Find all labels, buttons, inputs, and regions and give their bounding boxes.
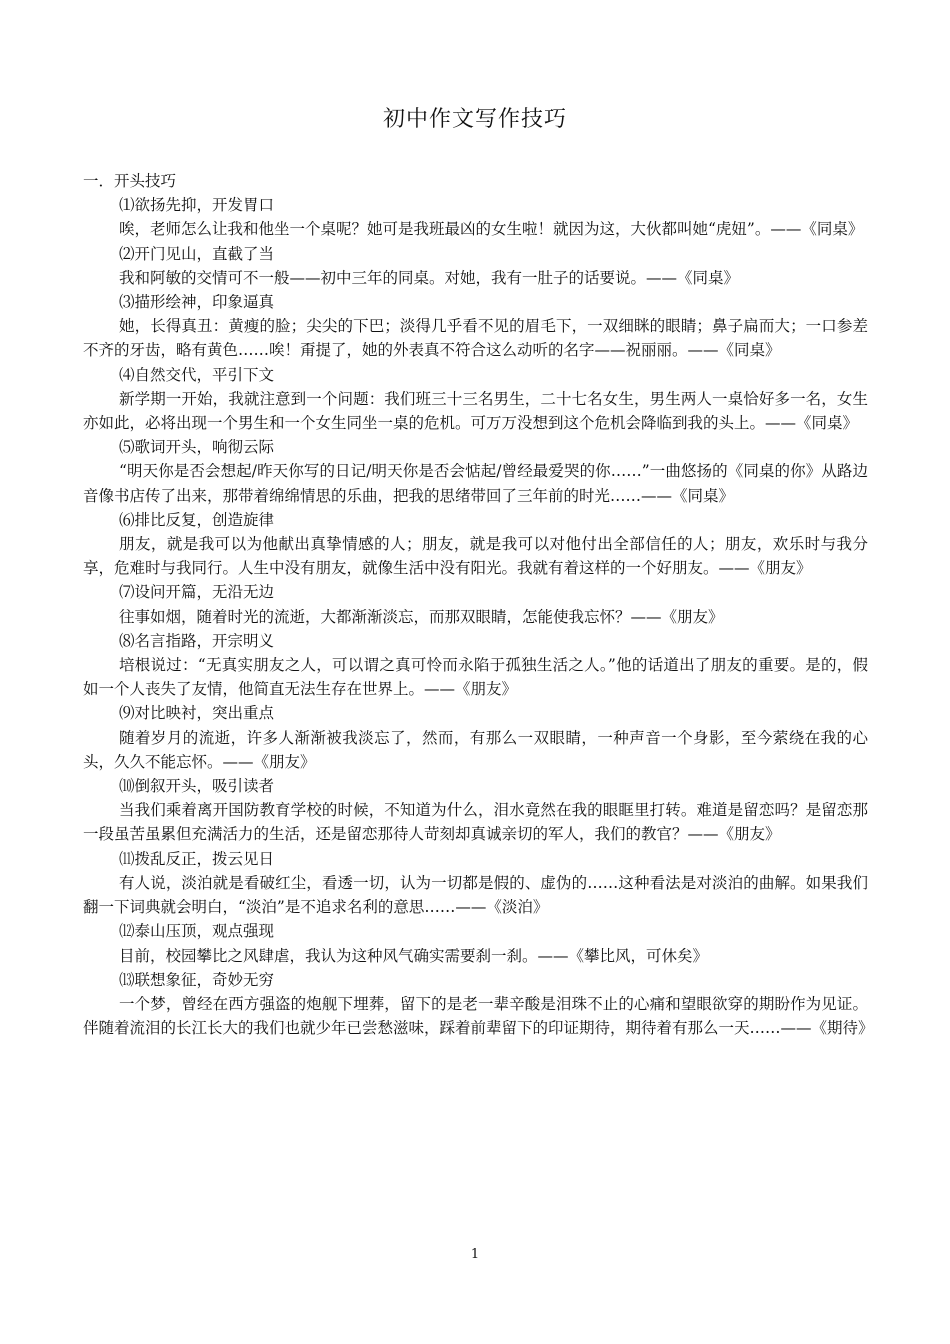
item-paragraph: 朋友，就是我可以为他献出真挚情感的人；朋友，就是我可以对他付出全部信任的人；朋友，欢乐时与我分享，危难时与我同行。人生中没有朋友，就像生活中没有阳光。我就有着这样的一个好朋友。——《朋友》 — [83, 535, 868, 578]
list-item — [83, 919, 868, 967]
page-number: 1 — [470, 1247, 480, 1262]
item-paragraph: 随着岁月的流逝，许多人渐渐被我淡忘了，然而，有那么一双眼睛，一种声音一个身影，至今萦绕在我的心头，久久不能忘怀。——《朋友》 — [83, 728, 868, 771]
item-paragraph: 我和阿敏的交情可不一般——初中三年的同桌。对她，我有一肚子的话要说。——《同桌》 — [119, 268, 740, 287]
list-item — [83, 774, 868, 847]
item-heading: ⑽倒叙开头，吸引读者 — [119, 777, 275, 796]
item-heading: ⑴欲扬先抑，开发胃口 — [119, 196, 275, 215]
item-paragraph: 唉，老师怎么让我和他坐一个桌呢？她可是我班最凶的女生啦！就因为这，大伙都叫她“虎妞”。——《同桌》 — [119, 220, 864, 239]
item-heading: ⑶描形绘神，印象逼真 — [119, 293, 275, 312]
item-heading: ⑹排比反复，创造旋律 — [119, 510, 275, 529]
list-item — [83, 193, 868, 241]
item-paragraph: 当我们乘着离开国防教育学校的时候，不知道为什么，泪水竟然在我的眼眶里打转。难道是留恋吗？是留恋那一段虽苦虽累但充满活力的生活，还是留恋那待人苛刻却真诚亲切的军人，我们的教官？——《朋友》 — [83, 801, 868, 844]
document-title: 初中作文写作技巧 — [382, 107, 567, 132]
list-item — [83, 290, 868, 363]
item-paragraph: 培根说过：“无真实朋友之人，可以谓之真可怜而永陷于孤独生活之人。”他的话道出了朋友的重要。是的，假如一个人丧失了友情，他简直无法生存在世界上。——《朋友》 — [83, 656, 868, 699]
item-heading: ⑾拨乱反正，拨云见日 — [119, 849, 275, 868]
list-item — [83, 580, 868, 628]
list-item — [83, 629, 868, 702]
list-item — [83, 363, 868, 436]
list-item — [83, 508, 868, 581]
item-paragraph: 一个梦，曾经在西方强盗的炮舰下埋葬，留下的是老一辈辛酸是泪珠不止的心痛和望眼欲穿的期盼作为见证。伴随着流泪的长江长大的我们也就少年已尝愁滋味，踩着前辈留下的印证期待，期待着有那么一天……——《期待》 — [83, 994, 874, 1038]
item-paragraph: “明天你是否会想起/昨天你写的日记/明天你是否会惦起/曾经最爱哭的你……”一曲悠扬的《同桌的你》从路边音像书店传了出来，那带着绵绵情思的乐曲，把我的思绪带回了三年前的时光……——《同桌》 — [83, 462, 868, 505]
list-item — [83, 847, 868, 920]
item-paragraph: 有人说，淡泊就是看破红尘，看透一切，认为一切都是假的、虚伪的……这种看法是对淡泊的曲解。如果我们翻一下词典就会明白，“淡泊”是不追求名利的意思……——《淡泊》 — [83, 873, 868, 917]
list-item — [83, 242, 868, 290]
list-item — [83, 968, 874, 1041]
item-heading: ⑷自然交代，平引下文 — [119, 365, 275, 384]
item-paragraph: 目前，校园攀比之风肆虐，我认为这种风气确实需要刹一刹。——《攀比风，可休矣》 — [119, 946, 709, 965]
item-heading: ⑼对比映衬，突出重点 — [119, 704, 275, 723]
section-heading: 一．开头技巧 — [83, 172, 177, 190]
item-heading: ⒀联想象征，奇妙无穷 — [119, 970, 275, 989]
document-body — [83, 169, 874, 1040]
item-heading: ⑿泰山压顶，观点强现 — [119, 922, 275, 941]
item-heading: ⑺设问开篇，无沿无边 — [119, 583, 275, 602]
list-item — [83, 701, 868, 774]
item-paragraph: 新学期一开始，我就注意到一个问题：我们班三十三名男生，二十七名女生，男生两人一桌恰好多一名，女生亦如此，必将出现一个男生和一个女生同坐一桌的危机。可万万没想到这个危机会降临到我的头上。——《同桌》 — [83, 389, 868, 433]
item-paragraph: 往事如烟，随着时光的流逝，大都渐渐淡忘，而那双眼睛，怎能使我忘怀？——《朋友》 — [119, 607, 724, 626]
item-heading: ⑻名言指路，开宗明义 — [119, 631, 275, 650]
item-heading: ⑵开门见山，直截了当 — [119, 244, 275, 263]
list-item — [83, 435, 868, 508]
item-paragraph: 她，长得真丑：黄瘦的脸；尖尖的下巴；淡得几乎看不见的眉毛下，一双细眯的眼睛；鼻子扁而大；一口参差不齐的牙齿，略有黄色……唉！甭提了，她的外表真不符合这么动听的名字——祝丽丽。——《同桌》 — [83, 317, 868, 360]
item-heading: ⑸歌词开头，响彻云际 — [119, 438, 275, 457]
